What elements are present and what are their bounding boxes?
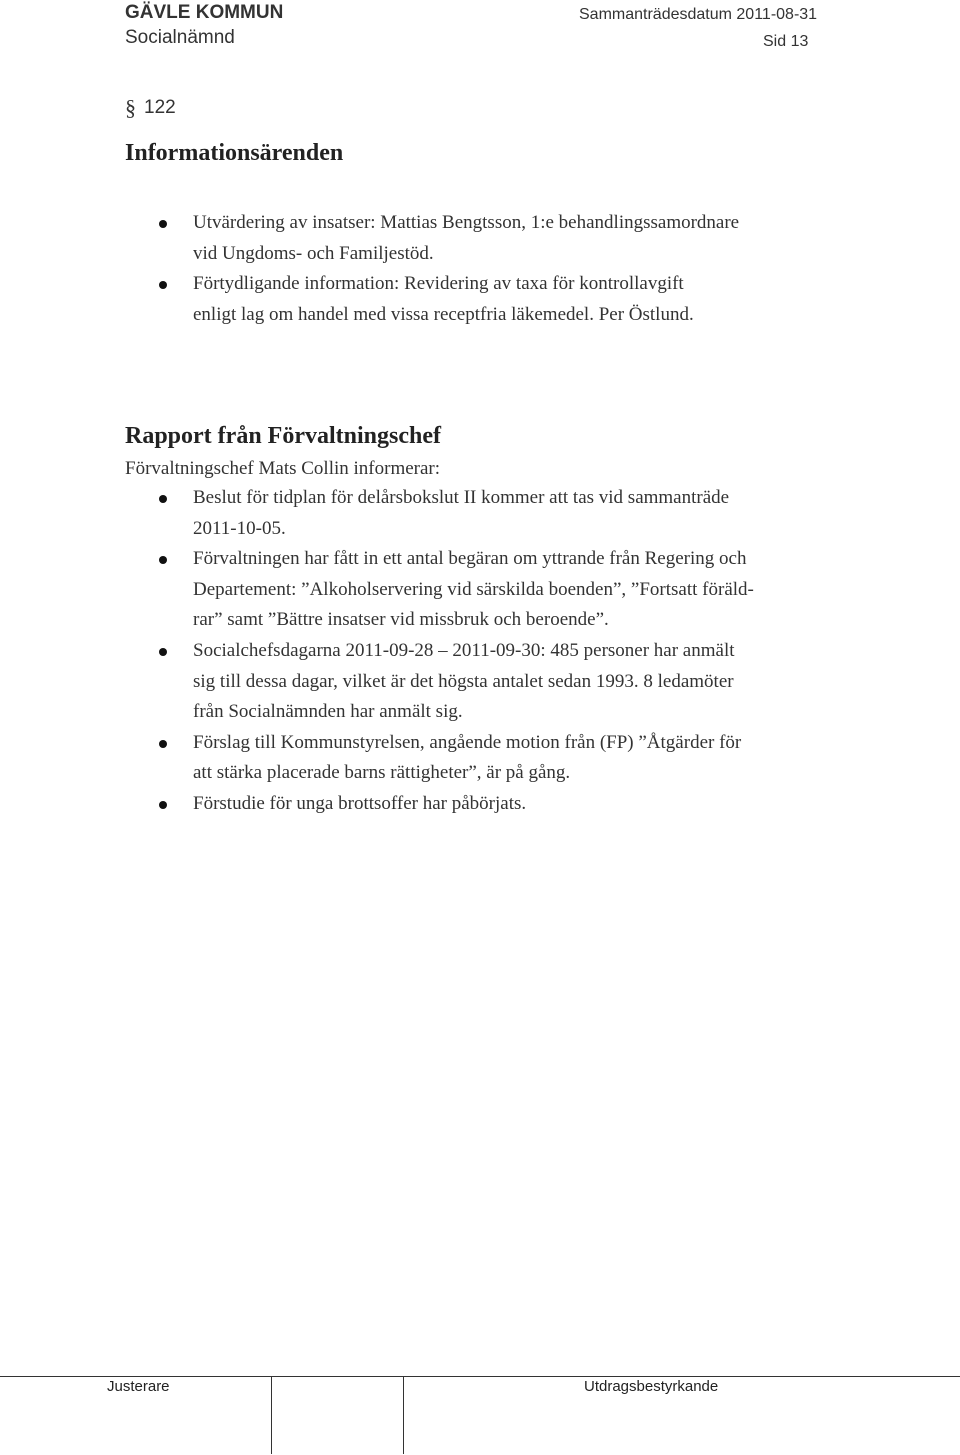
list-item-line: Socialchefsdagarna 2011-09-28 – 2011-09-30: 485 personer har anmält [193, 639, 735, 661]
list-item-line: Beslut för tidplan för delårsbokslut II kommer att tas vid sammanträde [193, 487, 730, 508]
bullet-icon [159, 220, 167, 228]
list-item-line: sig till dessa dagar, vilket är det högsta antalet sedan 1993. 8 ledamöter [193, 670, 734, 692]
information-list [125, 208, 825, 330]
bullet-icon [159, 801, 167, 809]
footer-justerare: Justerare [107, 1378, 170, 1395]
section-heading-informationsarenden: Informationsärenden [125, 140, 344, 166]
list-item [125, 269, 825, 330]
list-item [125, 728, 825, 789]
list-item-line: 2011-10-05. [193, 517, 286, 539]
list-item [125, 544, 825, 636]
list-item-line: Departement: ”Alkoholservering vid särskilda boenden”, ”Fortsatt föräld- [193, 578, 754, 600]
footer-utdragsbestyrkande: Utdragsbestyrkande [584, 1378, 719, 1395]
department-name: Socialnämnd [125, 27, 235, 48]
footer-column-divider [271, 1376, 272, 1454]
section-heading-rapport: Rapport från Förvaltningschef [125, 423, 441, 449]
bullet-icon [159, 495, 167, 503]
list-item [125, 208, 825, 269]
bullet-icon [159, 281, 167, 289]
list-item-line: Utvärdering av insatser: Mattias Bengtsson, 1:e behandlingssamordnare [193, 212, 740, 233]
section-sign-icon: § [125, 95, 136, 120]
list-item-line: från Socialnämnden har anmält sig. [193, 701, 463, 723]
list-item-line: rar” samt ”Bättre insatser vid missbruk och beroende”. [193, 609, 609, 631]
footer-column-divider [403, 1376, 404, 1454]
list-item-line: vid Ungdoms- och Familjestöd. [193, 242, 434, 264]
list-item-line: enligt lag om handel med vissa receptfria läkemedel. Per Östlund. [193, 303, 694, 325]
paragraph-number-value: 122 [144, 97, 176, 118]
bullet-icon [159, 648, 167, 656]
list-item-line: Förvaltningen har fått in ett antal begäran om yttrande från Regering och [193, 548, 747, 570]
report-list [125, 483, 825, 820]
list-item-line: Förslag till Kommunstyrelsen, angående motion från (FP) ”Åtgärder för [193, 731, 742, 753]
footer-divider [0, 1376, 960, 1377]
meeting-date: Sammanträdesdatum 2011-08-31 [579, 6, 818, 23]
bullet-icon [159, 556, 167, 564]
bullet-icon [159, 740, 167, 748]
report-intro: Förvaltningschef Mats Collin informerar: [125, 458, 441, 479]
list-item-line: Förtydligande information: Revidering av taxa för kontrollavgift [193, 273, 684, 295]
list-item [125, 636, 825, 728]
paragraph-number [125, 95, 176, 121]
list-item-line: att stärka placerade barns rättigheter”, är på gång. [193, 762, 571, 784]
list-item-line: Förstudie för unga brottsoffer har påbörjats. [193, 792, 527, 814]
organization-name: GÄVLE KOMMUN [125, 2, 284, 23]
list-item [125, 789, 825, 820]
page-number: Sid 13 [763, 33, 809, 50]
list-item [125, 483, 825, 544]
